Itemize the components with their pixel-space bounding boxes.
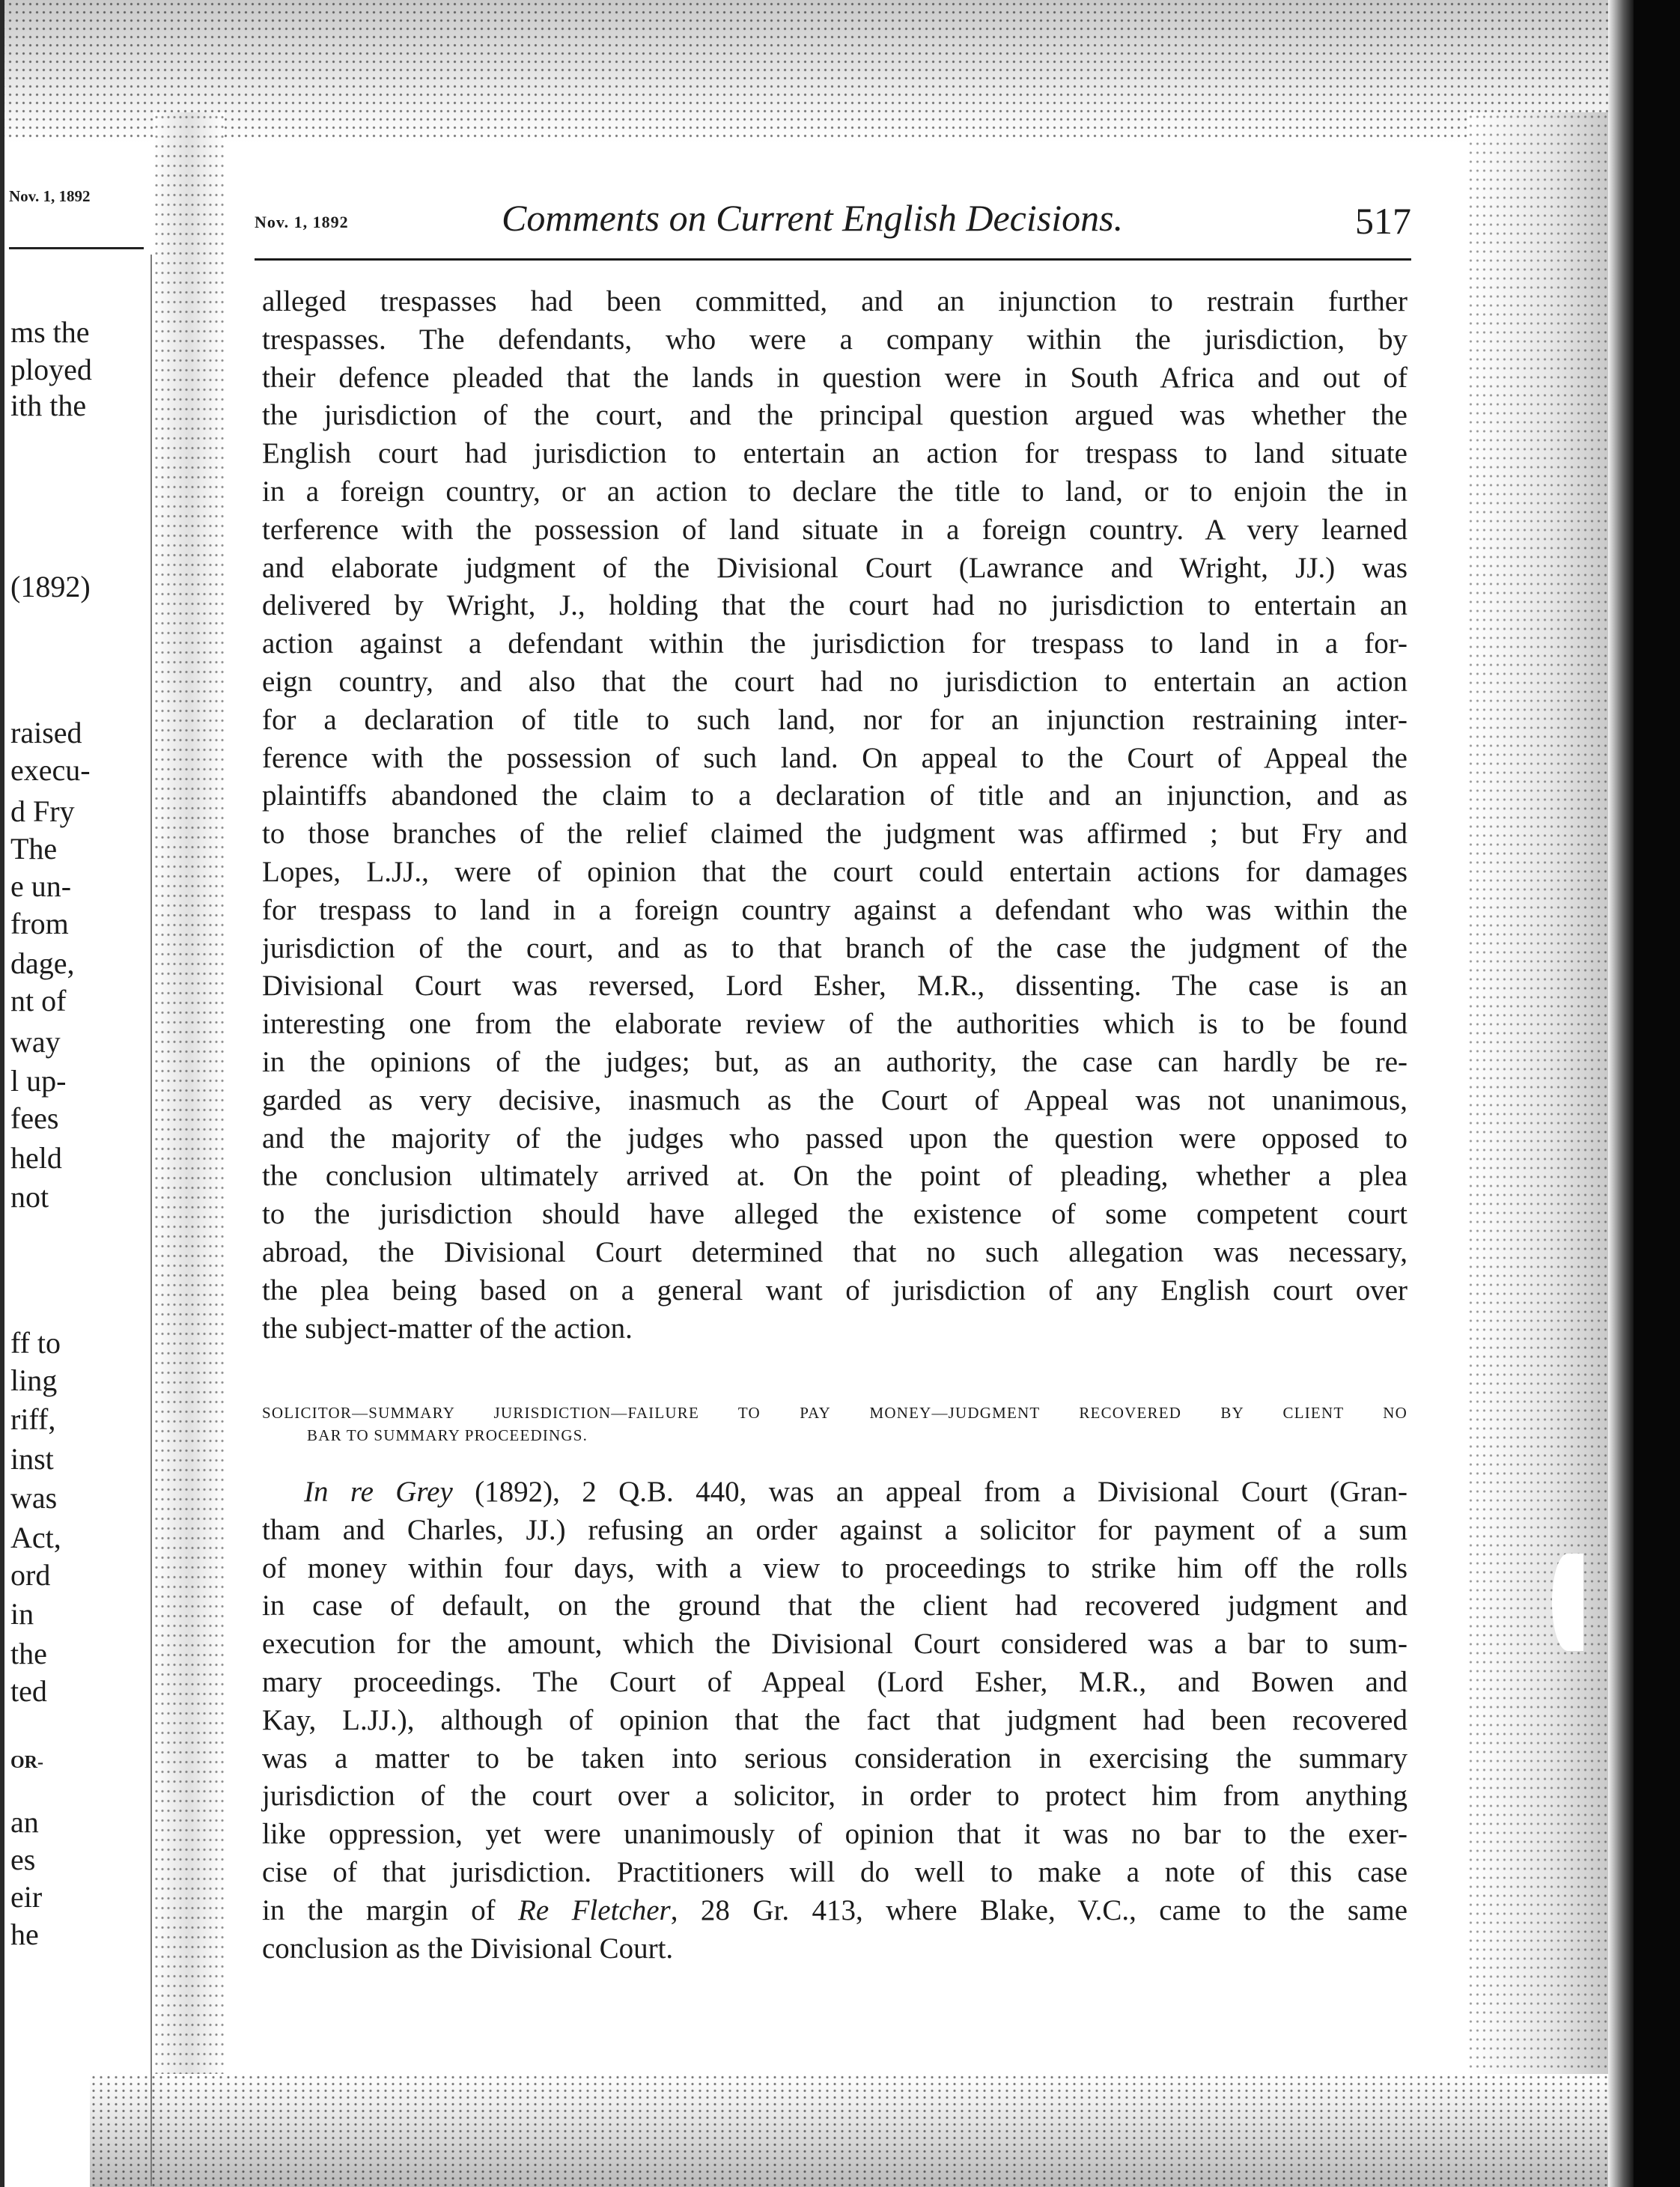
left-page-fragment-line: ms the (10, 315, 90, 349)
paragraph-line: the plea being based on a general want of jurisdiction of any English court over (262, 1274, 1407, 1307)
left-page-fragment-line: not (10, 1180, 49, 1214)
left-page-fragment (4, 0, 154, 2187)
left-page-fragment-line: eir (10, 1880, 43, 1914)
paragraph-line: was a matter to be taken into serious consideration in exercising the summary (262, 1742, 1407, 1774)
paragraph-line: execution for the amount, which the Divisional Court considered was a bar to sum- (262, 1628, 1407, 1661)
paragraph-line: eign country, and also that the court had no jurisdiction to entertain an action (262, 665, 1407, 698)
paragraph-line: to those branches of the relief claimed the judgment was affirmed ; but Fry and (262, 818, 1407, 851)
paragraph-line: the jurisdiction of the court, and the principal question argued was whether the (262, 399, 1407, 432)
paragraph-line: action against a defendant within the jurisdiction for trespass to land in a for- (262, 627, 1407, 660)
paragraph-line: cise of that jurisdiction. Practitioners will do well to make a note of this case (262, 1855, 1407, 1888)
left-page-fragment-line: es (10, 1843, 36, 1876)
paragraph-line: plaintiffs abandoned the claim to a declaration of title and an injunction, and as (262, 779, 1407, 812)
paragraph-line: Divisional Court was reversed, Lord Esher, M.R., dissenting. The case is an (262, 970, 1407, 1003)
case-name: Re Fletcher (518, 1894, 671, 1926)
paragraph-line: jurisdiction of the court, and as to that branch of the case the judgment of the (262, 931, 1407, 964)
scan-border-top (0, 0, 1610, 142)
left-page-fragment-line: The (10, 832, 58, 866)
left-page-fragment-line: the (10, 1637, 47, 1670)
paragraph-line: in a foreign country, or an action to declare the title to land, or to enjoin the in (262, 475, 1407, 508)
scan-border-right (1467, 112, 1610, 2134)
left-page-fragment-line: held (10, 1141, 62, 1175)
page-tab (1552, 1554, 1583, 1651)
left-page-fragment-line: ployed (10, 353, 92, 386)
paragraph-line: garded as very decisive, inasmuch as the Court of Appeal was not unanimous, (262, 1083, 1407, 1116)
paragraph-line: and elaborate judgment of the Divisional Court (Lawrance and Wright, JJ.) was (262, 551, 1407, 584)
left-page-fragment-line: ff to (10, 1326, 61, 1360)
left-page-fragment-line: ith the (10, 389, 87, 422)
paragraph-line: their defence pleaded that the lands in question were in South Africa and out of (262, 361, 1407, 394)
left-page-fragment-line: way (10, 1025, 61, 1059)
paragraph-line: Kay, L.JJ.), although of opinion that the fact that judgment had been recovered (262, 1703, 1407, 1736)
left-page-fragment-line: ted (10, 1674, 47, 1708)
paragraph-line: ference with the possession of such land. On appeal to the Court of Appeal the (262, 741, 1407, 774)
left-page-fragment-line: d Fry (10, 794, 75, 828)
paragraph-line: like oppression, yet were unanimously of opinion that it was no bar to the exer- (262, 1818, 1407, 1851)
left-page-rule (9, 247, 144, 249)
paragraph-trespass-case (262, 283, 1407, 1348)
paragraph-line: conclusion as the Divisional Court. (262, 1932, 674, 1965)
page-number: 517 (1355, 200, 1411, 242)
paragraph-line: and the majority of the judges who passed upon the question were opposed to (262, 1122, 1407, 1155)
case-name: In re Grey (304, 1476, 453, 1508)
left-page-fragment-line: an (10, 1805, 39, 1839)
paragraph-line: English court had jurisdiction to entertain an action for trespass to land situate (262, 437, 1407, 470)
left-page-fragment-line: fees (10, 1101, 59, 1135)
body-text (262, 283, 1407, 1348)
scan-gutter (153, 112, 225, 2134)
left-page-fragment-line: raised (10, 716, 82, 749)
paragraph-line: the subject-matter of the action. (262, 1312, 633, 1345)
left-page-fragment-line: in (10, 1597, 34, 1631)
left-page-fragment-line: execu- (10, 753, 91, 787)
left-page-fragment-line: inst (10, 1442, 54, 1476)
left-page-fragment-line: l up- (10, 1064, 67, 1098)
running-head (255, 196, 1411, 241)
paragraph-in-re-grey (262, 1473, 1407, 1968)
scan-shadow-right (1608, 0, 1634, 2187)
left-page-fragment-line: ling (10, 1363, 58, 1397)
paragraph-line: delivered by Wright, J., holding that the court had no jurisdiction to entertain an (262, 589, 1407, 622)
left-page-fragment-line: he (10, 1917, 39, 1951)
paragraph-line: terference with the possession of land situate in a foreign country. A very learned (262, 513, 1407, 546)
section-heading (262, 1402, 1407, 1447)
scan-edge-right (1634, 0, 1680, 2187)
paragraph-line: alleged trespasses had been committed, and an injunction to restrain further (262, 285, 1407, 317)
heading-line-1: SOLICITOR—SUMMARY JURISDICTION—FAILURE TO PAY MONEY—JUDGMENT RECOVERED BY CLIENT NO (262, 1404, 1407, 1422)
paragraph-line: to the jurisdiction should have alleged the existence of some competent court (262, 1198, 1407, 1231)
paragraph-line: in the opinions of the judges; but, as an authority, the case can hardly be re- (262, 1045, 1407, 1078)
paragraph-line: Lopes, L.JJ., were of opinion that the court could entertain actions for damages (262, 855, 1407, 888)
paragraph-line: jurisdiction of the court over a solicitor, in order to protect him from anything (262, 1780, 1407, 1813)
paragraph-line: for trespass to land in a foreign country against a defendant who was within the (262, 893, 1407, 926)
header-date: Nov. 1, 1892 (255, 213, 349, 231)
left-page-fragment-line: dage, (10, 946, 75, 980)
paragraph-line: tham and Charles, JJ.) refusing an order against a solicitor for payment of a sum (262, 1513, 1407, 1546)
left-page-fragment-line: ord (10, 1558, 51, 1592)
paragraph-line: interesting one from the elaborate review of the authorities which is to be found (262, 1008, 1407, 1041)
paragraph-line: in case of default, on the ground that the client had recovered judgment and (262, 1590, 1407, 1622)
left-page-fragment-line: nt of (10, 984, 67, 1018)
paragraph-line: of money within four days, with a view to proceedings to strike him off the rolls (262, 1551, 1407, 1584)
left-page-fragment-line: was (10, 1481, 58, 1515)
page-title: Comments on Current English Decisions. (502, 197, 1124, 239)
left-page-fragment-line: OR- (10, 1753, 43, 1772)
heading-line-2: BAR TO SUMMARY PROCEEDINGS. (307, 1426, 588, 1444)
header-rule (255, 258, 1411, 261)
paragraph-line: in the margin of Re Fletcher, 28 Gr. 413, where Blake, V.C., came to the same (262, 1894, 1408, 1926)
paragraph-line: trespasses. The defendants, who were a company within the jurisdiction, by (262, 323, 1407, 356)
left-page-fragment-line: (1892) (10, 570, 91, 603)
paragraph-line: for a declaration of title to such land, nor for an injunction restraining inter- (262, 703, 1407, 736)
paragraph-line: abroad, the Divisional Court determined that no such allegation was necessary, (262, 1235, 1407, 1268)
left-page-edge (150, 255, 152, 2186)
left-page-fragment-line: Act, (10, 1521, 61, 1554)
left-page-fragment-line: riff, (10, 1402, 56, 1436)
scan-border-bottom (90, 2074, 1610, 2187)
left-page-fragment-line: from (10, 907, 69, 940)
paragraph-line: the conclusion ultimately arrived at. On the point of pleading, whether a plea (262, 1160, 1407, 1193)
left-page-fragment-line: e un- (10, 869, 72, 903)
left-page-date: Nov. 1, 1892 (9, 187, 91, 205)
paragraph-line: mary proceedings. The Court of Appeal (Lord Esher, M.R., and Bowen and (262, 1665, 1407, 1698)
paragraph-line: In re Grey (1892), 2 Q.B. 440, was an appeal from a Divisional Court (Gran- (304, 1476, 1408, 1508)
